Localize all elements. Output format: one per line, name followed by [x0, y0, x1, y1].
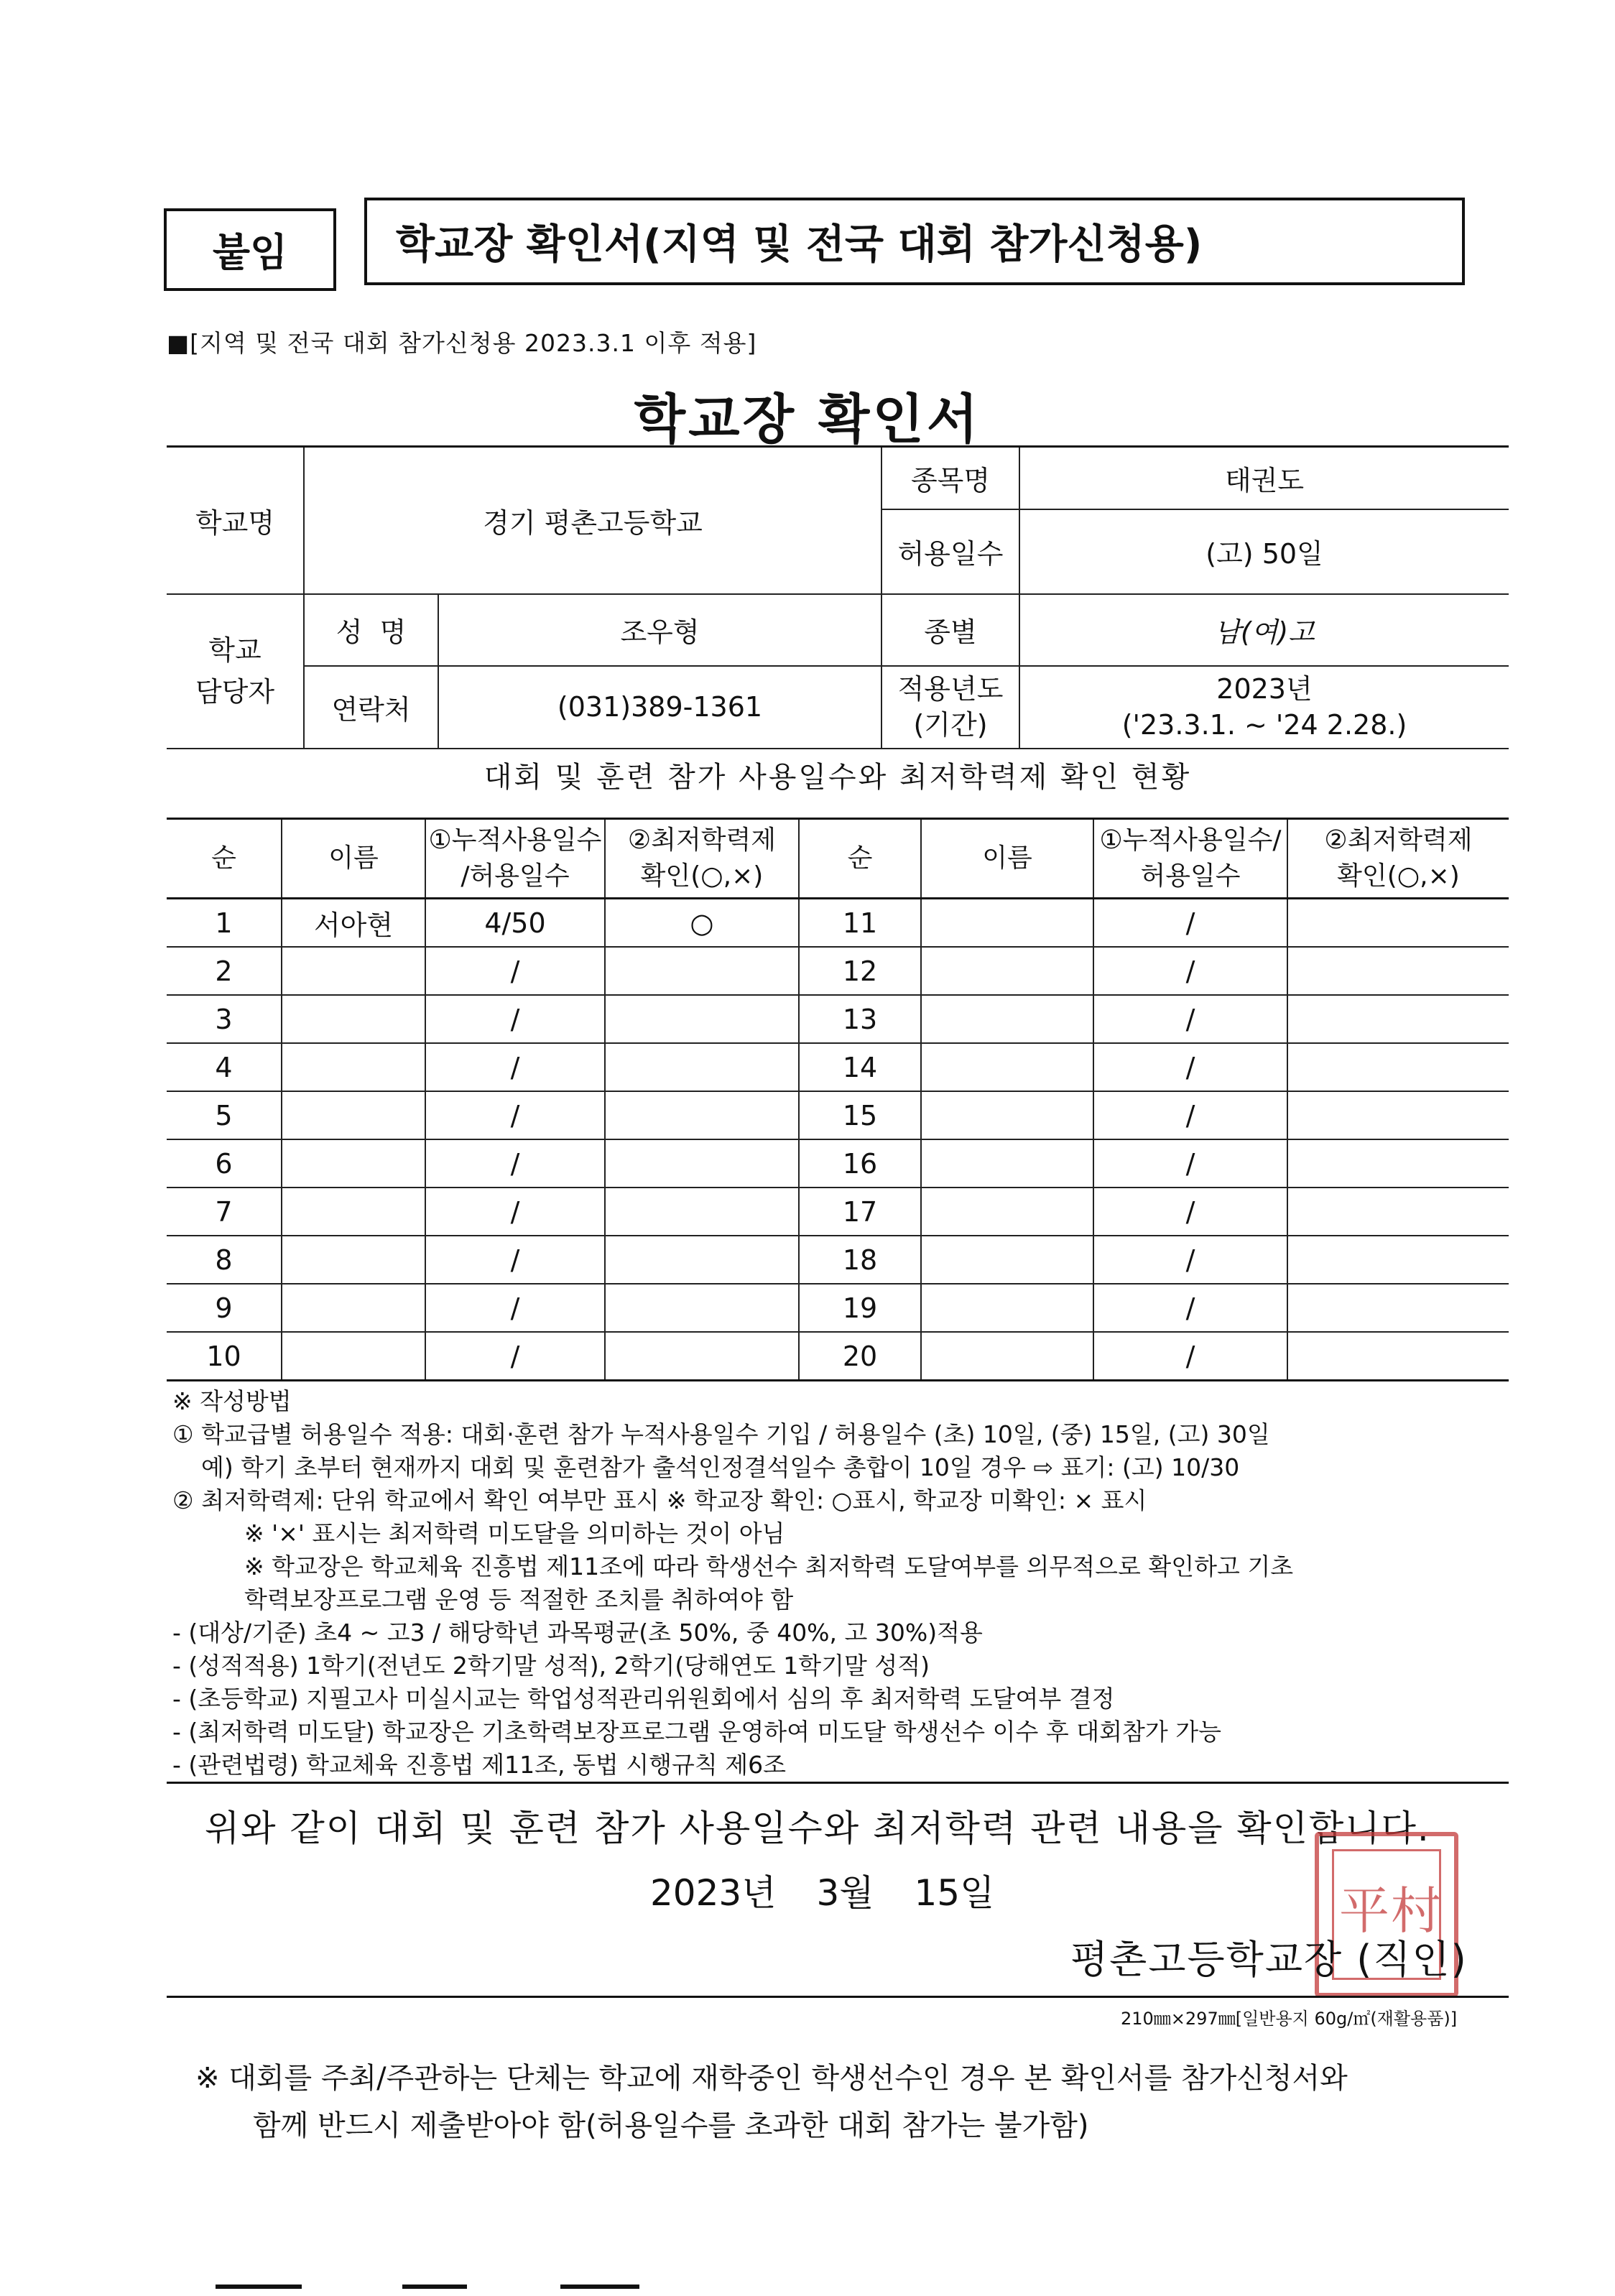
cell-l-days: 4/50: [425, 899, 605, 948]
status-title: 대회 및 훈련 참가 사용일수와 최저학력제 확인 현황: [483, 761, 1192, 794]
scan-artifact: [560, 2285, 639, 2289]
table-row: [167, 1091, 1509, 1139]
cell-l-min: ○: [605, 899, 799, 948]
table-row: [167, 1043, 1509, 1091]
cell-r-name: [921, 1188, 1093, 1236]
note-line: 학력보장프로그램 운영 등 적절한 조치를 취하여야 함: [244, 1586, 794, 1614]
page-title: 학교장 확인서: [634, 389, 981, 450]
cell-l-days: /: [425, 1043, 605, 1091]
cell-l-days: /: [425, 1091, 605, 1139]
division-label: 종별: [881, 594, 1019, 666]
cell-r-min: [1287, 1139, 1509, 1188]
manager-label: 학교 담당자: [167, 594, 304, 749]
divider: [167, 1996, 1509, 1998]
cell-l-min: [605, 1188, 799, 1236]
allowed-days-label: 허용일수: [881, 509, 1019, 594]
cell-r-no: 16: [799, 1139, 921, 1188]
note-line: ※ 작성방법: [172, 1387, 292, 1415]
cell-r-name: [921, 1332, 1093, 1381]
cell-l-min: [605, 1284, 799, 1332]
header-min: ②최저학력제 확인(○,×): [605, 819, 799, 899]
note-line: - (관련법령) 학교체육 진흥법 제11조, 동법 시행규칙 제6조: [172, 1751, 786, 1779]
cell-l-days: /: [425, 1332, 605, 1381]
cell-r-days: /: [1093, 1043, 1287, 1091]
table-row: [167, 1284, 1509, 1332]
cell-l-name: [282, 1188, 425, 1236]
cell-l-name: [282, 1236, 425, 1284]
cell-l-min: [605, 947, 799, 995]
cell-l-days: /: [425, 995, 605, 1043]
cell-l-name: [282, 1284, 425, 1332]
cell-l-days: /: [425, 1284, 605, 1332]
note-line: - (대상/기준) 초4 ~ 고3 / 해당학년 과목평균(초 50%, 중 40%, 고 30%)적용: [172, 1619, 983, 1647]
note-line: ② 최저학력제: 단위 학교에서 확인 여부만 표시 ※ 학교장 확인: ○표시, 학교장 미확인: × 표시: [172, 1486, 1147, 1514]
cell-r-days: /: [1093, 1284, 1287, 1332]
cell-r-days: /: [1093, 899, 1287, 948]
cell-r-no: 13: [799, 995, 921, 1043]
cell-r-days: /: [1093, 947, 1287, 995]
cell-r-no: 11: [799, 899, 921, 948]
cell-r-min: [1287, 1188, 1509, 1236]
cell-l-name: [282, 995, 425, 1043]
cell-r-no: 12: [799, 947, 921, 995]
cell-l-no: 9: [167, 1284, 282, 1332]
allowed-days-value: (고) 50일: [1019, 509, 1509, 594]
cell-l-name: [282, 1139, 425, 1188]
cell-r-name: [921, 1236, 1093, 1284]
table-row: [167, 899, 1509, 948]
table-row: [167, 1332, 1509, 1381]
paper-spec: 210㎜×297㎜[일반용지 60g/㎡(재활용품)]: [1121, 2009, 1458, 2029]
note-line: ※ '×' 표시는 최저학력 미도달을 의미하는 것이 아님: [244, 1519, 785, 1547]
cell-r-name: [921, 995, 1093, 1043]
date-month: 3월: [816, 1872, 874, 1914]
footer-line: ※ 대회를 주최/주관하는 단체는 학교에 재학중인 학생선수인 경우 본 확인서를 참가신청서와: [195, 2062, 1348, 2095]
cell-l-days: /: [425, 1188, 605, 1236]
cell-l-no: 3: [167, 995, 282, 1043]
note-line: 예) 학기 초부터 현재까지 대회 및 훈련참가 출석인정결석일수 총합이 10일 경우 ⇨ 표기: (고) 10/30: [201, 1453, 1240, 1481]
header-days: ①누적사용일수 /허용일수: [425, 819, 605, 899]
participation-table: [167, 818, 1509, 1381]
note-line: - (초등학교) 지필고사 미실시교는 학업성적관리위원회에서 심의 후 최저학력 도달여부 결정: [172, 1685, 1115, 1713]
cell-l-no: 10: [167, 1332, 282, 1381]
cell-l-min: [605, 1236, 799, 1284]
table-row: [167, 995, 1509, 1043]
year-label: 적용년도 (기간): [881, 666, 1019, 749]
cell-r-name: [921, 1139, 1093, 1188]
cell-r-days: /: [1093, 1236, 1287, 1284]
attachment-label: 붙임: [164, 208, 336, 291]
cell-l-no: 8: [167, 1236, 282, 1284]
scan-artifact: [216, 2285, 302, 2289]
cell-r-days: /: [1093, 1091, 1287, 1139]
footer-note: [195, 2055, 1348, 2149]
cell-l-name: [282, 1043, 425, 1091]
cell-r-no: 20: [799, 1332, 921, 1381]
cell-r-days: /: [1093, 1332, 1287, 1381]
cell-l-min: [605, 1332, 799, 1381]
cell-r-no: 18: [799, 1236, 921, 1284]
principal-signature: 평촌고등학교장 (직인): [1070, 1937, 1468, 1982]
header-days-2: ①누적사용일수/ 허용일수: [1093, 819, 1287, 899]
divider: [167, 1782, 1509, 1784]
cell-r-days: /: [1093, 995, 1287, 1043]
note-line: - (최저학력 미도달) 학교장은 기초학력보장프로그램 운영하여 미도달 학생선수 이수 후 대회참가 가능: [172, 1718, 1222, 1746]
note-line: ① 학교급별 허용일수 적용: 대회·훈련 참가 누적사용일수 기입 / 허용일수 (초) 10일, (중) 15일, (고) 30일: [172, 1420, 1270, 1448]
cell-r-name: [921, 1091, 1093, 1139]
cell-r-no: 15: [799, 1091, 921, 1139]
name-value: 조우형: [438, 594, 881, 666]
header-no-2: 순: [799, 819, 921, 899]
cell-l-days: /: [425, 1139, 605, 1188]
cell-l-no: 5: [167, 1091, 282, 1139]
cell-r-name: [921, 899, 1093, 948]
cell-l-days: /: [425, 947, 605, 995]
cell-r-days: /: [1093, 1139, 1287, 1188]
header-min-2: ②최저학력제 확인(○,×): [1287, 819, 1509, 899]
contact-label: 연락처: [304, 666, 438, 749]
division-value: 남(여)고: [1019, 594, 1509, 666]
seal-glyph: 平: [1339, 1881, 1389, 1940]
cell-l-no: 4: [167, 1043, 282, 1091]
cell-r-min: [1287, 995, 1509, 1043]
header-name: 이름: [282, 819, 425, 899]
cell-l-min: [605, 995, 799, 1043]
event-value: 태권도: [1019, 447, 1509, 509]
cell-l-name: [282, 1091, 425, 1139]
cell-l-name: 서아현: [282, 899, 425, 948]
year-value: 2023년 ('23.3.1. ~ '24 2.28.): [1019, 666, 1509, 749]
note-line: - (성적적용) 1학기(전년도 2학기말 성적), 2학기(당해연도 1학기말 성적): [172, 1652, 930, 1680]
school-name-label: 학교명: [167, 447, 304, 594]
cell-l-min: [605, 1091, 799, 1139]
seal-glyph: 村: [1391, 1881, 1441, 1940]
cell-r-min: [1287, 1043, 1509, 1091]
cell-r-min: [1287, 947, 1509, 995]
event-label: 종목명: [881, 447, 1019, 509]
cell-r-no: 14: [799, 1043, 921, 1091]
document-title: 학교장 확인서(지역 및 전국 대회 참가신청용): [364, 198, 1465, 285]
cell-l-no: 2: [167, 947, 282, 995]
header-name-2: 이름: [921, 819, 1093, 899]
scan-artifact: [402, 2285, 467, 2289]
cell-r-name: [921, 1284, 1093, 1332]
cell-l-name: [282, 1332, 425, 1381]
cell-l-min: [605, 1139, 799, 1188]
table-row: [167, 1139, 1509, 1188]
cell-r-name: [921, 1043, 1093, 1091]
date-day: 15일: [914, 1872, 995, 1914]
confirmation-text: 위와 같이 대회 및 훈련 참가 사용일수와 최저학력 관련 내용을 확인합니다.: [205, 1807, 1430, 1849]
writing-notes: [172, 1385, 1516, 1782]
cell-l-name: [282, 947, 425, 995]
issue-date: [650, 1864, 994, 1916]
cell-l-no: 1: [167, 899, 282, 948]
note-line: ※ 학교장은 학교체육 진흥법 제11조에 따라 학생선수 최저학력 도달여부를 의무적으로 확인하고 기초: [244, 1552, 1294, 1580]
cell-l-no: 7: [167, 1188, 282, 1236]
cell-r-min: [1287, 1332, 1509, 1381]
cell-r-min: [1287, 1091, 1509, 1139]
cell-r-days: /: [1093, 1188, 1287, 1236]
table-row: [167, 1188, 1509, 1236]
cell-r-min: [1287, 1284, 1509, 1332]
table-row: [167, 1236, 1509, 1284]
name-label: 성 명: [304, 594, 438, 666]
cell-l-min: [605, 1043, 799, 1091]
school-info-table: [167, 445, 1509, 749]
table-row: [167, 947, 1509, 995]
cell-r-no: 19: [799, 1284, 921, 1332]
cell-l-days: /: [425, 1236, 605, 1284]
cell-r-name: [921, 947, 1093, 995]
header-no: 순: [167, 819, 282, 899]
cell-r-min: [1287, 899, 1509, 948]
cell-l-no: 6: [167, 1139, 282, 1188]
date-year: 2023년: [650, 1872, 777, 1914]
cell-r-min: [1287, 1236, 1509, 1284]
footer-line: 함께 반드시 제출받아야 함(허용일수를 초과한 대회 참가는 불가함): [253, 2109, 1089, 2142]
contact-value: (031)389-1361: [438, 666, 881, 749]
school-name-value: 경기 평촌고등학교: [304, 447, 881, 594]
applies-note: ■[지역 및 전국 대회 참가신청용 2023.3.1 이후 적용]: [167, 329, 757, 357]
cell-r-no: 17: [799, 1188, 921, 1236]
